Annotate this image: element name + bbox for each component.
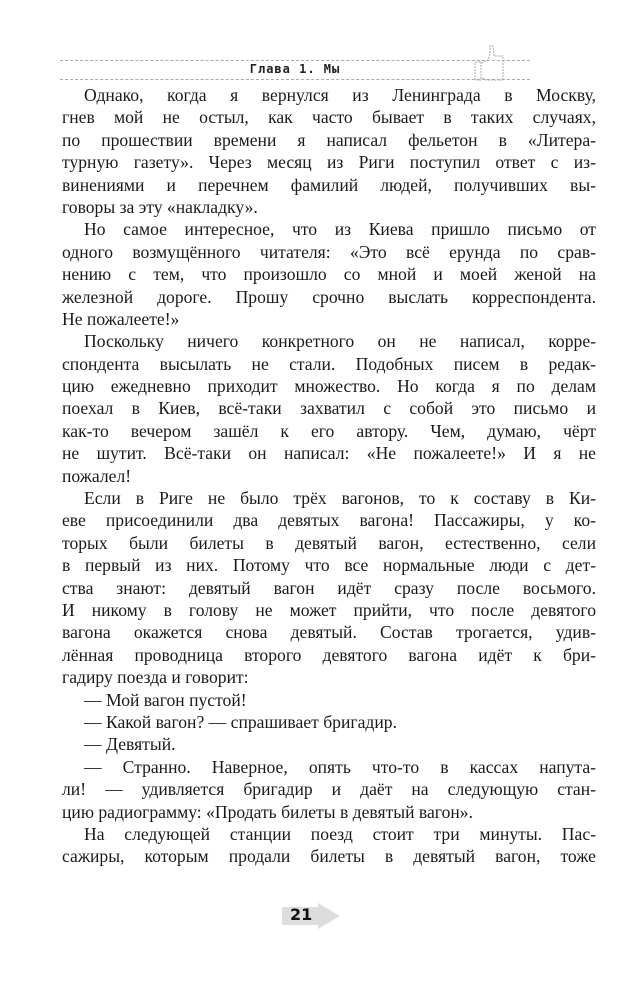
body-text <box>62 84 596 868</box>
text-line: лённая проводница второго девятого вагона идёт к бри- <box>62 644 596 665</box>
text-line: Если в Риге не было трёх вагонов, то к составу в Ки- <box>84 488 596 509</box>
text-line: И никому в голову не может прийти, что после девятого <box>62 599 596 620</box>
text-line: — Странно. Наверное, опять что-то в кассах напута- <box>84 756 596 777</box>
text-line: Однако, когда я вернулся из Ленинграда в Москву, <box>84 85 596 105</box>
text-line: турную газету». Через месяц из Риги поступил ответ с из- <box>62 152 596 173</box>
text-line: спондента высылать не стали. Подобных писем в редак- <box>62 353 596 374</box>
text-line: Но самое интересное, что из Киева пришло письмо от <box>84 219 596 240</box>
text-line: торых были билеты в девятый вагон, естественно, сели <box>62 532 596 553</box>
text-line: пожалел! <box>62 465 132 486</box>
chapter-title: Глава 1. Мы <box>249 62 341 76</box>
text-line: вагона окажется снова девятый. Состав трогается, удив- <box>62 622 596 643</box>
text-line: поехал в Киев, всё-таки захватил с собой это письмо и <box>62 398 596 419</box>
text-line: нению с тем, что произошло со мной и моей женой на <box>62 264 596 285</box>
text-line: ства знают: девятый вагон идёт сразу после восьмого. <box>62 577 596 598</box>
text-line: говоры за эту «накладку». <box>62 196 258 217</box>
running-header <box>60 60 530 80</box>
text-line: железной дороге. Прошу срочно выслать корреспондента. <box>62 286 596 307</box>
text-line: — Какой вагон? — спрашивает бригадир. <box>84 711 397 732</box>
text-line: — Мой вагон пустой! <box>84 689 247 710</box>
text-line: одного возмущённого читателя: «Это всё ерунда по срав- <box>62 241 596 262</box>
text-line: гадиру поезда и говорит: <box>62 667 249 688</box>
text-line: по прошествии времени я написал фельетон в «Литера- <box>62 129 596 150</box>
page-number: 21 <box>290 905 313 924</box>
thumbs-up-icon <box>473 44 513 82</box>
text-line: как-то вечером зашёл к его автору. Чем, думаю, чёрт <box>62 420 596 441</box>
text-line: Поскольку ничего конкретного он не написал, корре- <box>84 331 596 352</box>
text-line: еве присоединили два девятых вагона! Пассажиры, у ко- <box>62 510 596 531</box>
text-line: ли! — удивляется бригадир и даёт на следующую стан- <box>62 779 596 800</box>
text-line: — Девятый. <box>84 734 176 755</box>
text-line: сажиры, которым продали билеты в девятый вагон, тоже <box>62 846 596 867</box>
text-line: гнев мой не остыл, как часто бывает в таких случаях, <box>62 107 596 128</box>
text-line: Не пожалеете!» <box>62 308 180 329</box>
text-line: На следующей станции поезд стоит три минуты. Пас- <box>84 823 596 844</box>
page-number-badge <box>282 903 342 929</box>
text-line: винениями и перечнем фамилий людей, получивших вы- <box>62 174 596 195</box>
text-line: в первый из них. Потому что все нормальные люди с дет- <box>62 555 596 576</box>
text-line: цию ежедневно приходит множество. Но когда я по делам <box>62 376 596 397</box>
text-line: не шутит. Всё-таки он написал: «Не пожалеете!» И я не <box>62 443 596 464</box>
text-line: цию радиограмму: «Продать билеты в девятый вагон». <box>62 801 473 822</box>
